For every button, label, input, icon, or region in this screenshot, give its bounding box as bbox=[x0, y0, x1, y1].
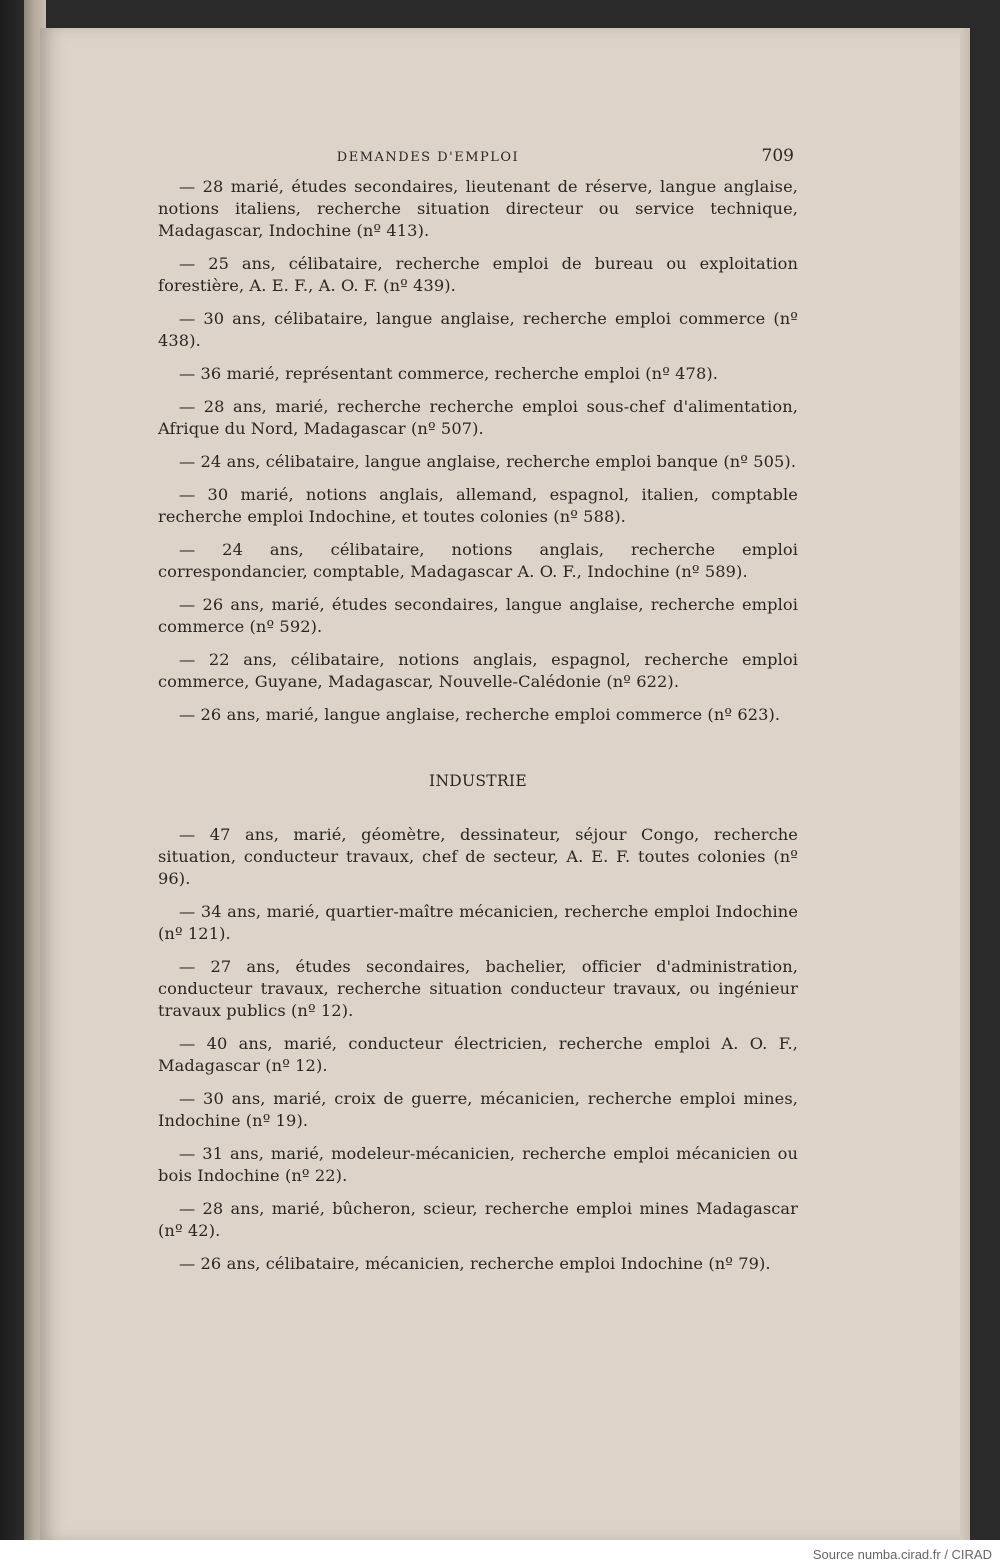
job-request-entry: — 28 marié, études secondaires, lieutenant de réserve, langue anglaise, notions italiens, recherche situation directeur ou service technique, Madagascar, Indochine (nº 413). bbox=[158, 177, 798, 240]
job-request-entry: — 26 ans, célibataire, mécanicien, recherche emploi Indochine (nº 79). bbox=[179, 1254, 771, 1273]
job-request-entry: — 24 ans, célibataire, notions anglais, recherche emploi correspondancier, comptable, Madagascar A. O. F., Indochine (nº 589). bbox=[158, 540, 798, 581]
page-number: 709 bbox=[761, 146, 794, 166]
job-request-entry: — 40 ans, marié, conducteur électricien, recherche emploi A. O. F., Madagascar (nº 12). bbox=[158, 1034, 798, 1075]
job-request-entry: — 30 ans, marié, croix de guerre, mécanicien, recherche emploi mines, Indochine (nº 19). bbox=[158, 1089, 798, 1130]
job-request-entry: — 47 ans, marié, géomètre, dessinateur, séjour Congo, recherche situation, conducteur travaux, chef de secteur, A. E. F. toutes colonies (nº 96). bbox=[158, 825, 798, 888]
job-request-entry: — 28 ans, marié, bûcheron, scieur, recherche emploi mines Madagascar (nº 42). bbox=[158, 1199, 798, 1240]
job-request-entry: — 26 ans, marié, langue anglaise, recherche emploi commerce (nº 623). bbox=[179, 705, 781, 724]
job-request-entry: — 36 marié, représentant commerce, recherche emploi (nº 478). bbox=[179, 364, 719, 383]
job-request-entry: — 34 ans, marié, quartier-maître mécanicien, recherche emploi Indochine (nº 121). bbox=[158, 902, 798, 943]
job-request-entry: — 22 ans, célibataire, notions anglais, espagnol, recherche emploi commerce, Guyane, Madagascar, Nouvelle-Calédonie (nº 622). bbox=[158, 650, 798, 691]
entries-list-section-1 bbox=[158, 176, 798, 726]
job-request-entry: — 30 marié, notions anglais, allemand, espagnol, italien, comptable recherche emploi Indochine, et toutes colonies (nº 588). bbox=[158, 485, 798, 526]
job-request-entry: — 25 ans, célibataire, recherche emploi de bureau ou exploitation forestière, A. E. F., A. O. F. (nº 439). bbox=[158, 254, 798, 295]
section-heading-industrie: INDUSTRIE bbox=[429, 772, 527, 790]
job-request-entry: — 30 ans, célibataire, langue anglaise, recherche emploi commerce (nº 438). bbox=[158, 309, 798, 350]
page-right-edge bbox=[960, 28, 970, 1540]
job-request-entry: — 26 ans, marié, études secondaires, langue anglaise, recherche emploi commerce (nº 592). bbox=[158, 595, 798, 636]
running-head bbox=[158, 146, 798, 176]
job-request-entry: — 31 ans, marié, modeleur-mécanicien, recherche emploi mécanicien ou bois Indochine (nº 22). bbox=[158, 1144, 798, 1185]
running-title: DEMANDES D'EMPLOI bbox=[336, 150, 520, 165]
source-credit: Source numba.cirad.fr / CIRAD bbox=[812, 1547, 992, 1562]
job-request-entry: — 28 ans, marié, recherche recherche emploi sous-chef d'alimentation, Afrique du Nord, Madagascar (nº 507). bbox=[158, 397, 798, 438]
book-page bbox=[40, 28, 970, 1540]
page-text-block bbox=[158, 146, 798, 1286]
job-request-entry: — 27 ans, études secondaires, bachelier, officier d'administration, conducteur travaux, recherche situation conducteur travaux, ou ingénieur travaux publics (nº 12). bbox=[158, 957, 798, 1020]
job-request-entry: — 24 ans, célibataire, langue anglaise, recherche emploi banque (nº 505). bbox=[179, 452, 797, 471]
entries-list-industrie bbox=[158, 824, 798, 1275]
